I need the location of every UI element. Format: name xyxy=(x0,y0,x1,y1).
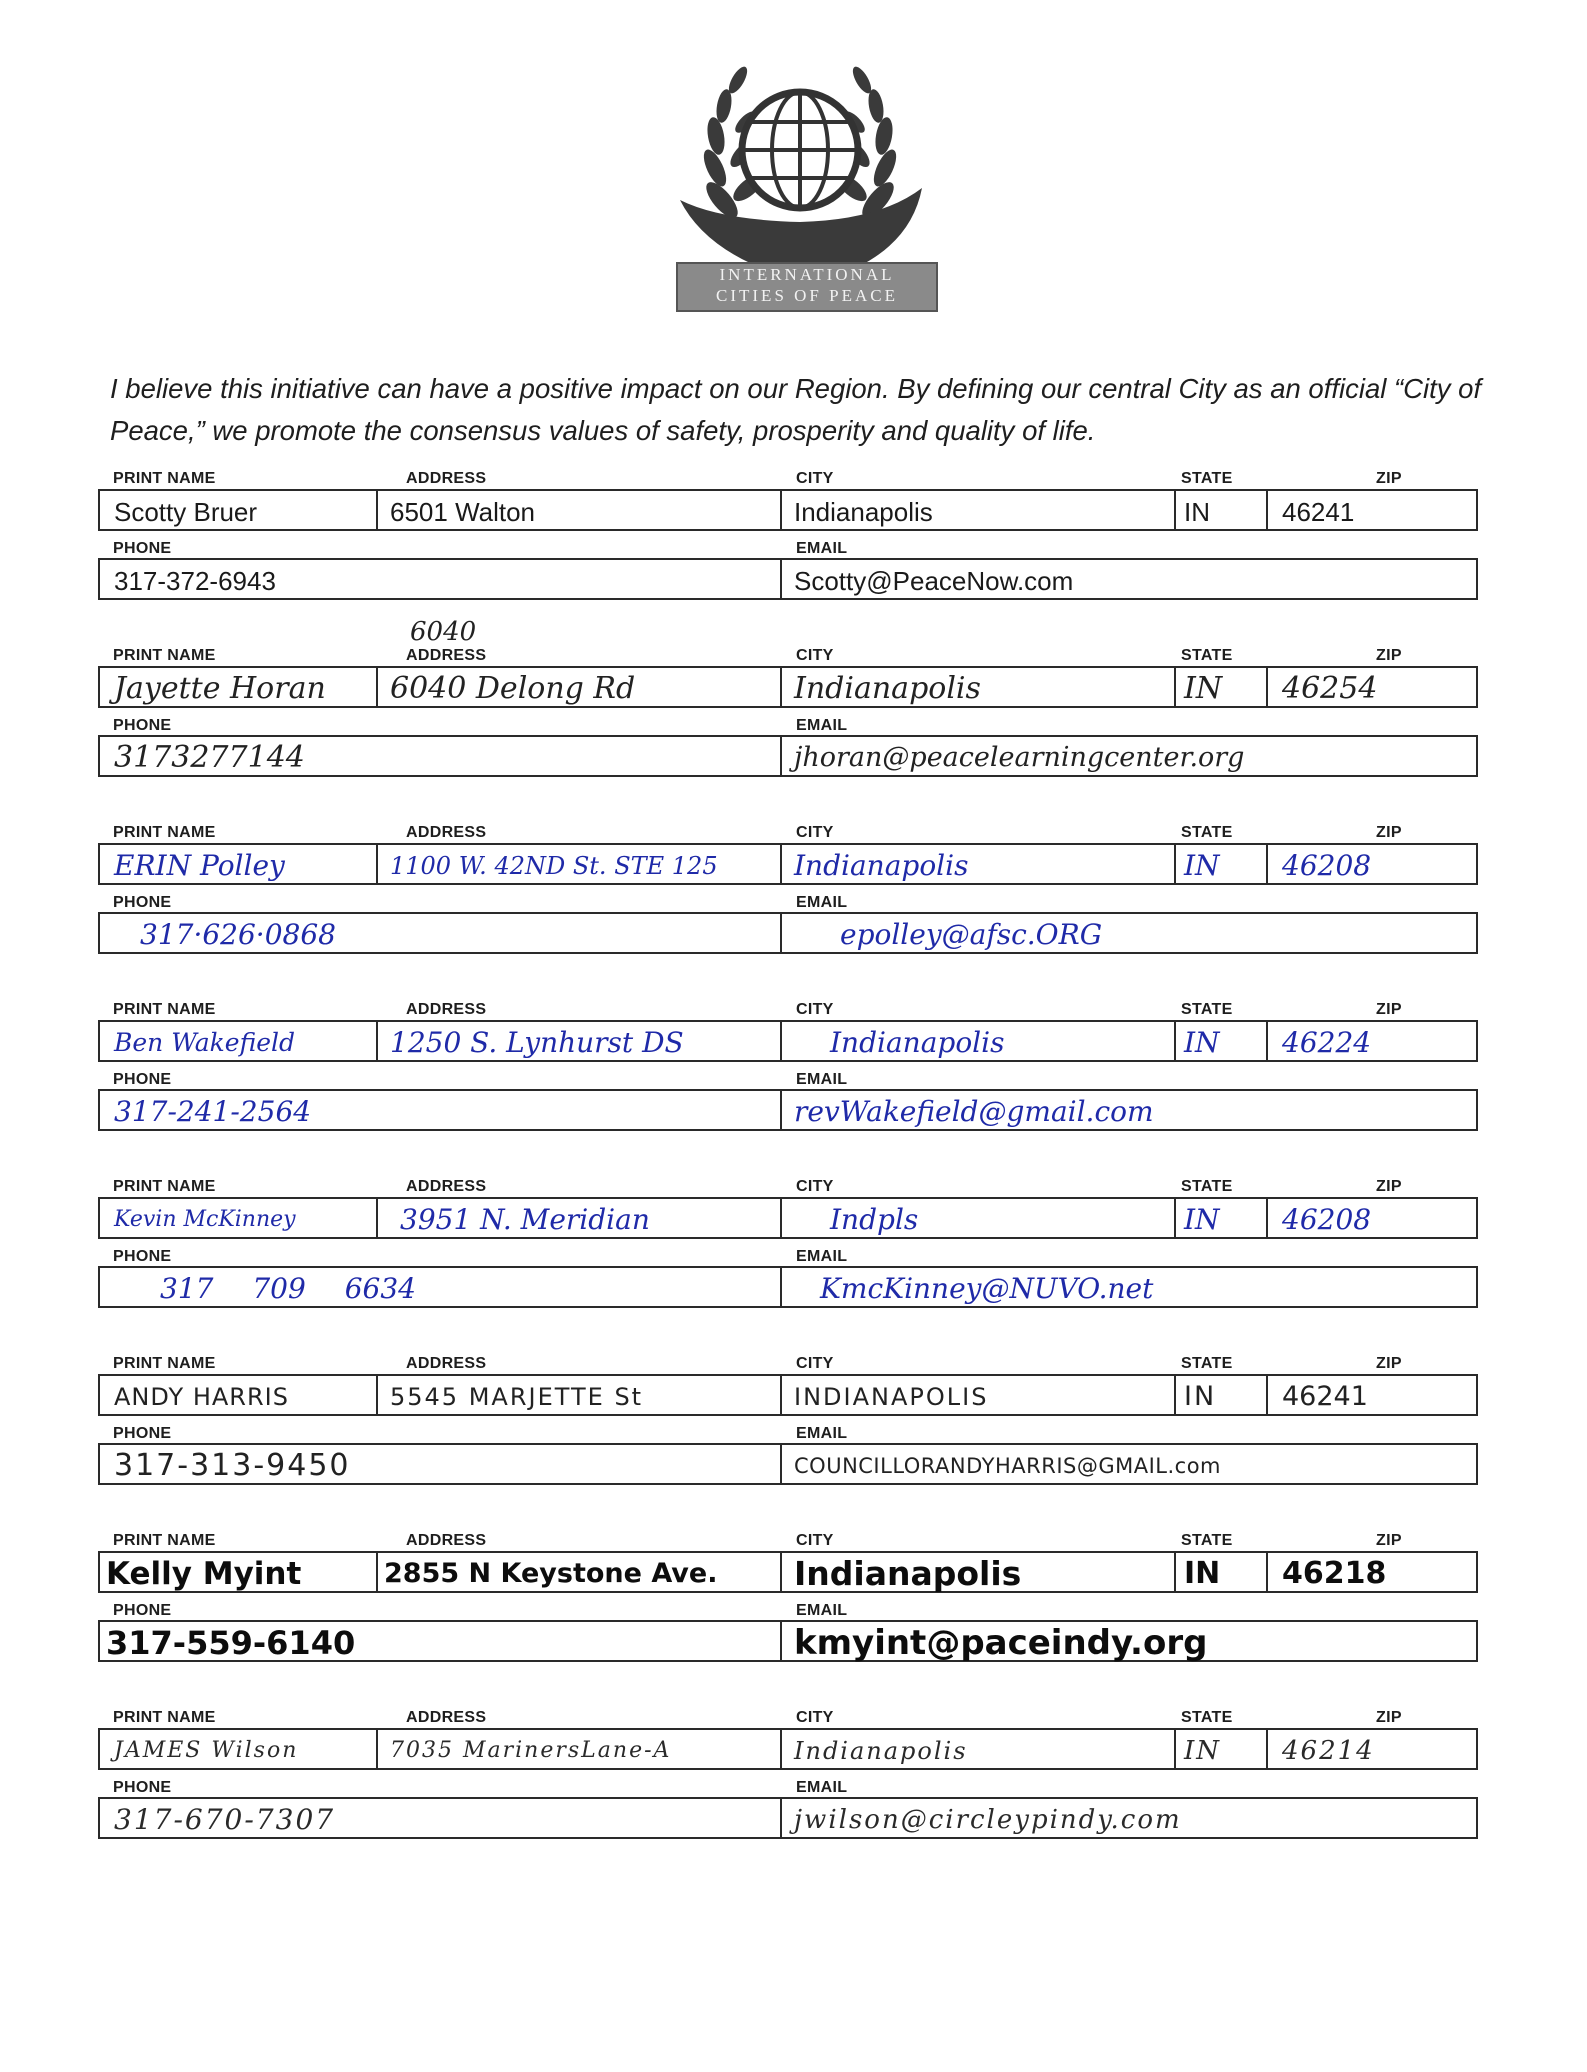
address-value: 5545 MARJETTE St xyxy=(390,1383,644,1411)
label-state: STATE xyxy=(1181,1355,1233,1372)
email-value: revWakefield@gmail.com xyxy=(794,1095,1154,1128)
label-phone: PHONE xyxy=(113,894,172,911)
name-value: Ben Wakefield xyxy=(114,1028,296,1057)
city-value: Indpls xyxy=(830,1203,919,1236)
zip-value: 46208 xyxy=(1282,1203,1372,1236)
label-city: CITY xyxy=(796,824,834,841)
signature-entry-6 xyxy=(98,1355,1480,1481)
city-value: Indianapolis xyxy=(794,1554,1022,1593)
label-print-name: PRINT NAME xyxy=(113,1001,216,1018)
email-value: COUNCILLORANDYHARRIS@GMAIL.com xyxy=(794,1454,1222,1478)
phone-value: 317-372-6943 xyxy=(114,566,276,596)
phone-value: 317-559-6140 xyxy=(106,1624,356,1662)
phone-email-row xyxy=(98,1266,1478,1308)
label-zip: ZIP xyxy=(1376,470,1402,487)
label-email: EMAIL xyxy=(796,540,848,557)
signature-entry-5 xyxy=(98,1178,1480,1304)
signature-entry-8 xyxy=(98,1709,1480,1835)
phone-email-row xyxy=(98,1443,1478,1485)
address-value: 6501 Walton xyxy=(390,497,536,527)
signature-entry-1 xyxy=(98,470,1480,596)
phone-value: 317-313-9450 xyxy=(114,1448,351,1483)
city-value: Indianapolis xyxy=(794,1737,968,1765)
label-city: CITY xyxy=(796,647,834,664)
label-state: STATE xyxy=(1181,1001,1233,1018)
label-email: EMAIL xyxy=(796,717,848,734)
label-state: STATE xyxy=(1181,470,1233,487)
label-print-name: PRINT NAME xyxy=(113,647,216,664)
label-address: ADDRESS xyxy=(406,824,487,841)
name-value: JAMES Wilson xyxy=(114,1738,299,1763)
statement-text: I believe this initiative can have a positive impact on our Region. By defining our central City as an official “City of Peace,” we promote the consensus values of safety, prosperity and quality of life. xyxy=(110,373,1482,446)
label-address: ADDRESS xyxy=(406,647,487,664)
state-value: IN xyxy=(1184,1736,1222,1766)
address-value: 1250 S. Lynhurst DS xyxy=(390,1026,684,1059)
email-value: Scotty@PeaceNow.com xyxy=(794,566,1074,596)
address-value: 3951 N. Meridian xyxy=(400,1203,650,1236)
label-city: CITY xyxy=(796,470,834,487)
email-value: jhoran@peacelearningcenter.org xyxy=(794,742,1245,773)
label-phone: PHONE xyxy=(113,1425,172,1442)
name-address-row xyxy=(98,1728,1478,1770)
zip-value: 46218 xyxy=(1282,1556,1387,1591)
label-city: CITY xyxy=(796,1178,834,1195)
city-value: Indianapolis xyxy=(794,671,981,706)
zip-value: 46241 xyxy=(1282,1381,1368,1412)
label-email: EMAIL xyxy=(796,894,848,911)
name-address-row xyxy=(98,1551,1478,1593)
state-value: IN xyxy=(1184,849,1220,882)
name-value: Kevin McKinney xyxy=(114,1207,296,1232)
label-zip: ZIP xyxy=(1376,647,1402,664)
phone-value: 317·626·0868 xyxy=(140,918,336,951)
phone-email-row xyxy=(98,1089,1478,1131)
phone-value: 317-670-7307 xyxy=(114,1803,336,1836)
city-value: Indianapolis xyxy=(830,1026,1005,1059)
address-correction-annotation: 6040 xyxy=(410,617,477,647)
label-phone: PHONE xyxy=(113,717,172,734)
email-value: kmyint@paceindy.org xyxy=(794,1623,1208,1663)
plaque-line-2: CITIES OF PEACE xyxy=(716,286,898,305)
zip-value: 46208 xyxy=(1282,849,1372,882)
label-print-name: PRINT NAME xyxy=(113,1178,216,1195)
label-phone: PHONE xyxy=(113,540,172,557)
signature-entry-3 xyxy=(98,824,1480,950)
name-address-row xyxy=(98,489,1478,531)
state-value: IN xyxy=(1184,497,1210,527)
city-value: INDIANAPOLIS xyxy=(794,1383,989,1411)
label-city: CITY xyxy=(796,1709,834,1726)
zip-value: 46254 xyxy=(1282,671,1378,706)
label-city: CITY xyxy=(796,1001,834,1018)
label-city: CITY xyxy=(796,1355,834,1372)
state-value: IN xyxy=(1184,1203,1220,1236)
name-address-row xyxy=(98,1020,1478,1062)
zip-value: 46214 xyxy=(1282,1736,1375,1766)
label-address: ADDRESS xyxy=(406,1001,487,1018)
name-value: ERIN Polley xyxy=(114,849,285,882)
label-phone: PHONE xyxy=(113,1071,172,1088)
label-email: EMAIL xyxy=(796,1248,848,1265)
label-zip: ZIP xyxy=(1376,824,1402,841)
name-address-row xyxy=(98,1197,1478,1239)
label-email: EMAIL xyxy=(796,1602,848,1619)
phone-email-row xyxy=(98,1797,1478,1839)
state-value: IN xyxy=(1184,1381,1217,1412)
label-address: ADDRESS xyxy=(406,470,487,487)
name-address-row xyxy=(98,666,1478,708)
label-print-name: PRINT NAME xyxy=(113,470,216,487)
signature-entry-7 xyxy=(98,1532,1480,1663)
label-zip: ZIP xyxy=(1376,1355,1402,1372)
name-value: Jayette Horan xyxy=(114,671,326,706)
label-address: ADDRESS xyxy=(406,1709,487,1726)
label-print-name: PRINT NAME xyxy=(113,1355,216,1372)
email-value: jwilson@circleypindy.com xyxy=(794,1805,1182,1835)
phone-email-row xyxy=(98,1620,1478,1662)
name-address-row xyxy=(98,843,1478,885)
label-address: ADDRESS xyxy=(406,1178,487,1195)
label-email: EMAIL xyxy=(796,1779,848,1796)
label-print-name: PRINT NAME xyxy=(113,1709,216,1726)
phone-email-row xyxy=(98,735,1478,777)
phone-value: 317 709 6634 xyxy=(160,1272,416,1305)
logo-plaque xyxy=(676,262,938,312)
city-value: Indianapolis xyxy=(794,497,933,527)
label-state: STATE xyxy=(1181,647,1233,664)
label-phone: PHONE xyxy=(113,1248,172,1265)
address-value: 1100 W. 42ND St. STE 125 xyxy=(390,852,718,880)
label-zip: ZIP xyxy=(1376,1001,1402,1018)
phone-email-row xyxy=(98,912,1478,954)
label-print-name: PRINT NAME xyxy=(113,1532,216,1549)
state-value: IN xyxy=(1184,1556,1221,1591)
signature-entry-4 xyxy=(98,1001,1480,1127)
label-zip: ZIP xyxy=(1376,1532,1402,1549)
email-value: epolley@afsc.ORG xyxy=(840,918,1103,951)
name-value: Kelly Myint xyxy=(106,1556,302,1592)
label-phone: PHONE xyxy=(113,1779,172,1796)
address-value: 6040 Delong Rd xyxy=(390,671,636,706)
label-city: CITY xyxy=(796,1532,834,1549)
phone-value: 317-241-2564 xyxy=(114,1095,312,1128)
address-value: 7035 MarinersLane-A xyxy=(390,1738,672,1763)
label-address: ADDRESS xyxy=(406,1532,487,1549)
label-state: STATE xyxy=(1181,824,1233,841)
label-state: STATE xyxy=(1181,1709,1233,1726)
label-state: STATE xyxy=(1181,1532,1233,1549)
email-value: KmcKinney@NUVO.net xyxy=(820,1272,1154,1305)
zip-value: 46224 xyxy=(1282,1026,1372,1059)
label-print-name: PRINT NAME xyxy=(113,824,216,841)
phone-value: 3173277144 xyxy=(114,740,305,775)
state-value: IN xyxy=(1184,671,1223,706)
label-email: EMAIL xyxy=(796,1425,848,1442)
phone-email-row xyxy=(98,558,1478,600)
city-value: Indianapolis xyxy=(794,849,969,882)
label-phone: PHONE xyxy=(113,1602,172,1619)
address-value: 2855 N Keystone Ave. xyxy=(384,1558,718,1589)
plaque-line-1: INTERNATIONAL xyxy=(719,265,895,284)
label-email: EMAIL xyxy=(796,1071,848,1088)
label-zip: ZIP xyxy=(1376,1709,1402,1726)
zip-value: 46241 xyxy=(1282,497,1355,527)
state-value: IN xyxy=(1184,1026,1220,1059)
name-value: ANDY HARRIS xyxy=(114,1383,289,1411)
name-address-row xyxy=(98,1374,1478,1416)
label-zip: ZIP xyxy=(1376,1178,1402,1195)
name-value: Scotty Bruer xyxy=(114,497,258,527)
label-address: ADDRESS xyxy=(406,1355,487,1372)
signature-entry-2 xyxy=(98,617,1480,775)
label-state: STATE xyxy=(1181,1178,1233,1195)
